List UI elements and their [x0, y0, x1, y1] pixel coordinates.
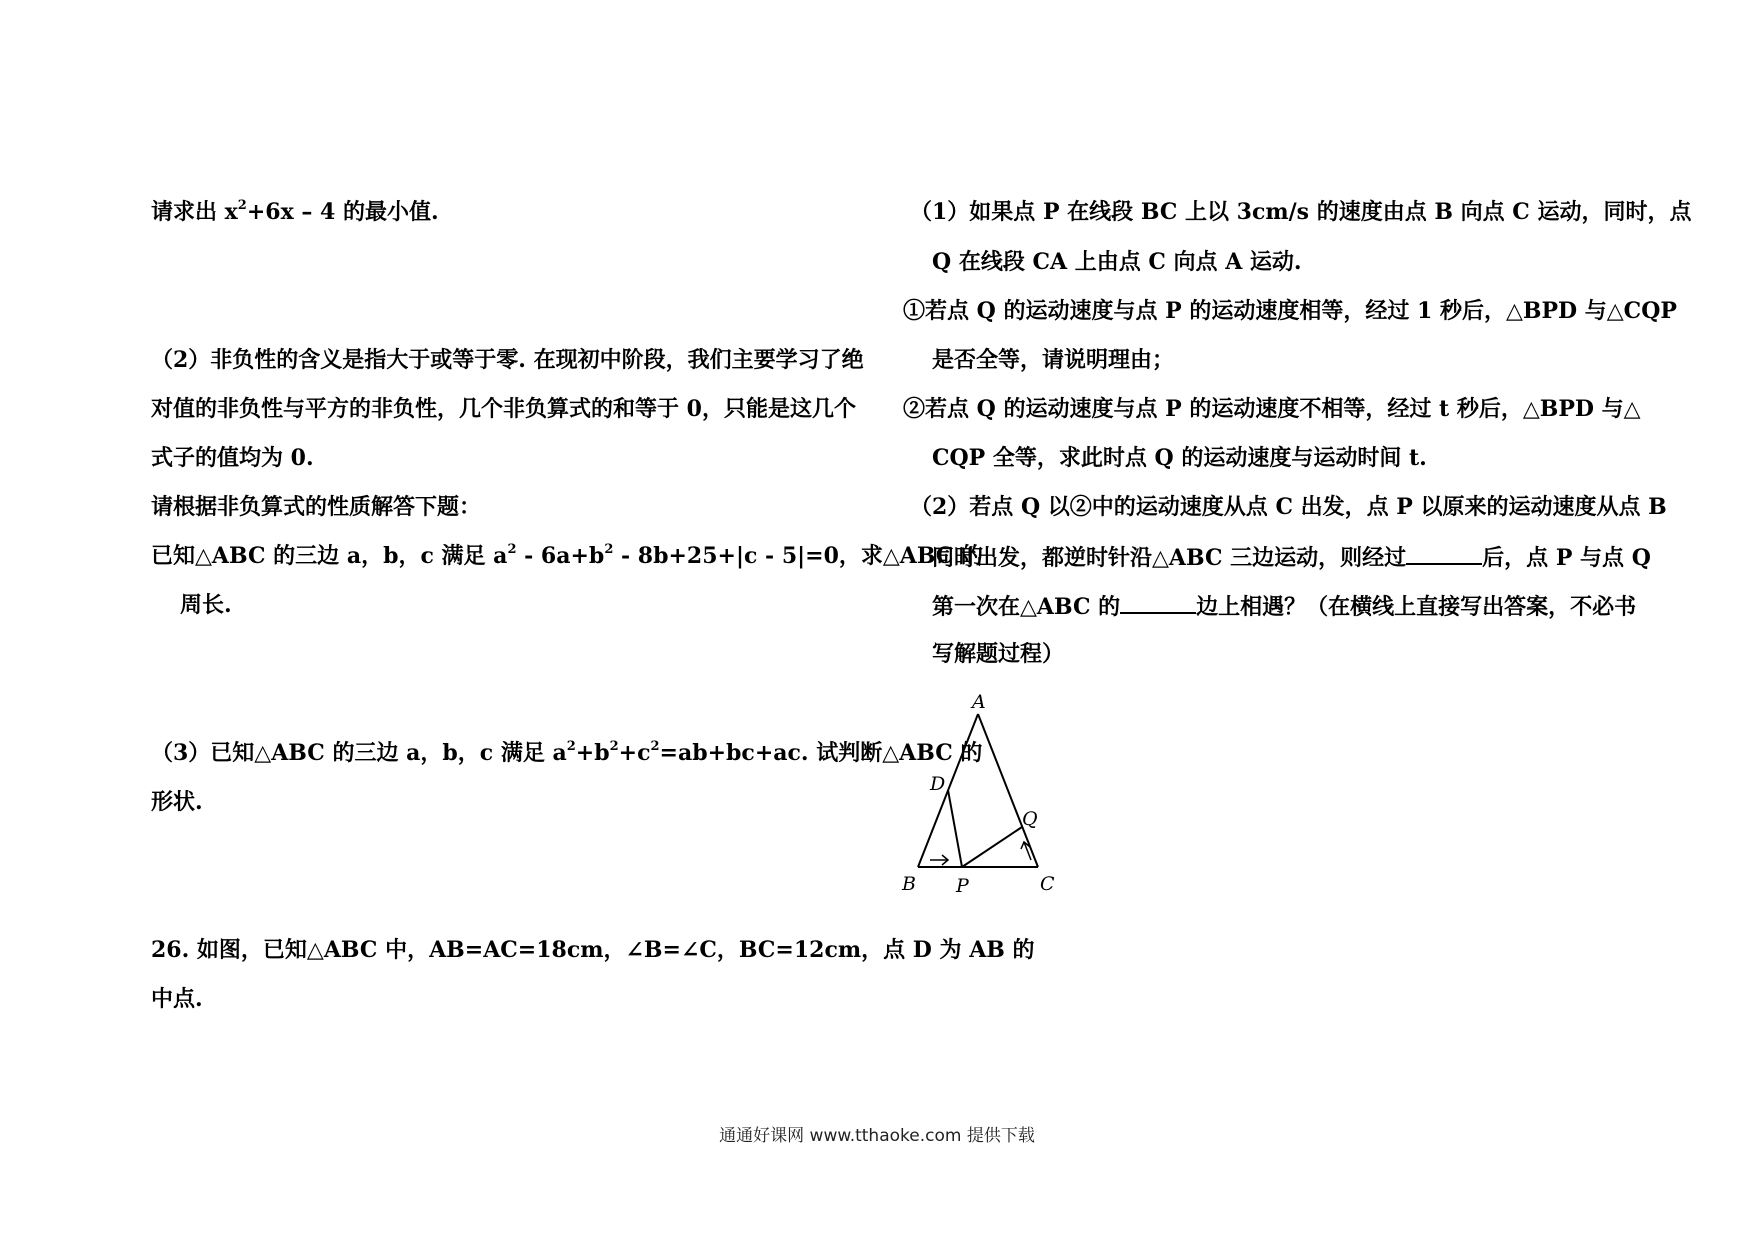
right-line-6: CQP 全等，求此时点 Q 的运动速度与运动时间 t.	[932, 445, 1427, 471]
text: 第一次在△ABC 的	[932, 594, 1121, 620]
label-c: C	[1040, 873, 1055, 895]
superscript: 2	[604, 541, 614, 557]
footer-credit: 通通好课网 www.tthaoke.com 提供下载	[719, 1126, 1035, 1146]
right-line-8	[932, 541, 1651, 573]
superscript: 2	[650, 738, 660, 754]
answer-blank-time[interactable]	[1406, 541, 1482, 565]
text: 请求出 x	[151, 199, 238, 225]
label-b: B	[902, 873, 916, 895]
side-ac	[978, 714, 1038, 867]
right-line-10: 写解题过程）	[932, 641, 1065, 667]
superscript: 2	[507, 541, 517, 557]
left-line-1	[151, 197, 439, 227]
text: - 6a+b	[516, 543, 605, 569]
text: 边上相遇？（在横线上直接写出答案，不必书	[1196, 594, 1637, 620]
left-p2-line-5	[151, 541, 983, 571]
left-p2-line-6: 周长.	[180, 592, 232, 618]
answer-blank-side[interactable]	[1120, 590, 1196, 614]
right-line-5: ②若点 Q 的运动速度与点 P 的运动速度不相等，经过 t 秒后，△BPD 与△	[903, 396, 1641, 422]
right-line-4: 是否全等，请说明理由；	[932, 347, 1175, 373]
text: +c	[618, 740, 651, 766]
right-line-7: （2）若点 Q 以②中的运动速度从点 C 出发，点 P 以原来的运动速度从点 B	[910, 494, 1667, 520]
q26-line-1: 26. 如图，已知△ABC 中，AB=AC=18cm，∠B=∠C，BC=12cm，点 D 为 AB 的	[151, 937, 1035, 963]
text: +6x – 4 的最小值.	[246, 199, 439, 225]
label-d: D	[930, 773, 946, 795]
text: 后，点 P 与点 Q	[1482, 545, 1651, 571]
superscript: 2	[237, 197, 247, 213]
label-a: A	[972, 691, 986, 713]
superscript: 2	[566, 738, 576, 754]
text: =ab+bc+ac. 试判断△ABC 的	[659, 740, 983, 766]
label-p: P	[956, 875, 969, 897]
superscript: 2	[609, 738, 619, 754]
text: （3）已知△ABC 的三边 a，b，c 满足 a	[151, 740, 567, 766]
segment-pq	[962, 827, 1022, 867]
right-line-2: Q 在线段 CA 上由点 C 向点 A 运动.	[932, 249, 1302, 275]
right-line-9	[932, 590, 1636, 622]
text: +b	[575, 740, 610, 766]
left-p2-line-4: 请根据非负算式的性质解答下题：	[151, 494, 482, 520]
label-q: Q	[1022, 808, 1038, 830]
text: 已知△ABC 的三边 a，b，c 满足 a	[151, 543, 508, 569]
right-line-1: （1）如果点 P 在线段 BC 上以 3cm/s 的速度由点 B 向点 C 运动，同时，点	[910, 199, 1692, 225]
right-line-3: ①若点 Q 的运动速度与点 P 的运动速度相等，经过 1 秒后，△BPD 与△CQP	[903, 298, 1677, 324]
left-p2-line-1: （2）非负性的含义是指大于或等于零. 在现初中阶段，我们主要学习了绝	[151, 347, 864, 373]
text: 同时出发，都逆时针沿△ABC 三边运动，则经过	[932, 545, 1407, 571]
segment-dp	[948, 790, 962, 867]
left-p2-line-2: 对值的非负性与平方的非负性，几个非负算式的和等于 0，只能是这几个	[151, 396, 856, 422]
left-p3-line-2: 形状.	[151, 789, 203, 815]
left-p3-line-1	[151, 738, 982, 768]
left-p2-line-3: 式子的值均为 0.	[151, 445, 314, 471]
triangle-figure	[900, 690, 1080, 900]
text: - 8b+25+|c - 5|=0，求△ABC 的	[613, 543, 984, 569]
q26-line-2: 中点.	[151, 986, 203, 1012]
